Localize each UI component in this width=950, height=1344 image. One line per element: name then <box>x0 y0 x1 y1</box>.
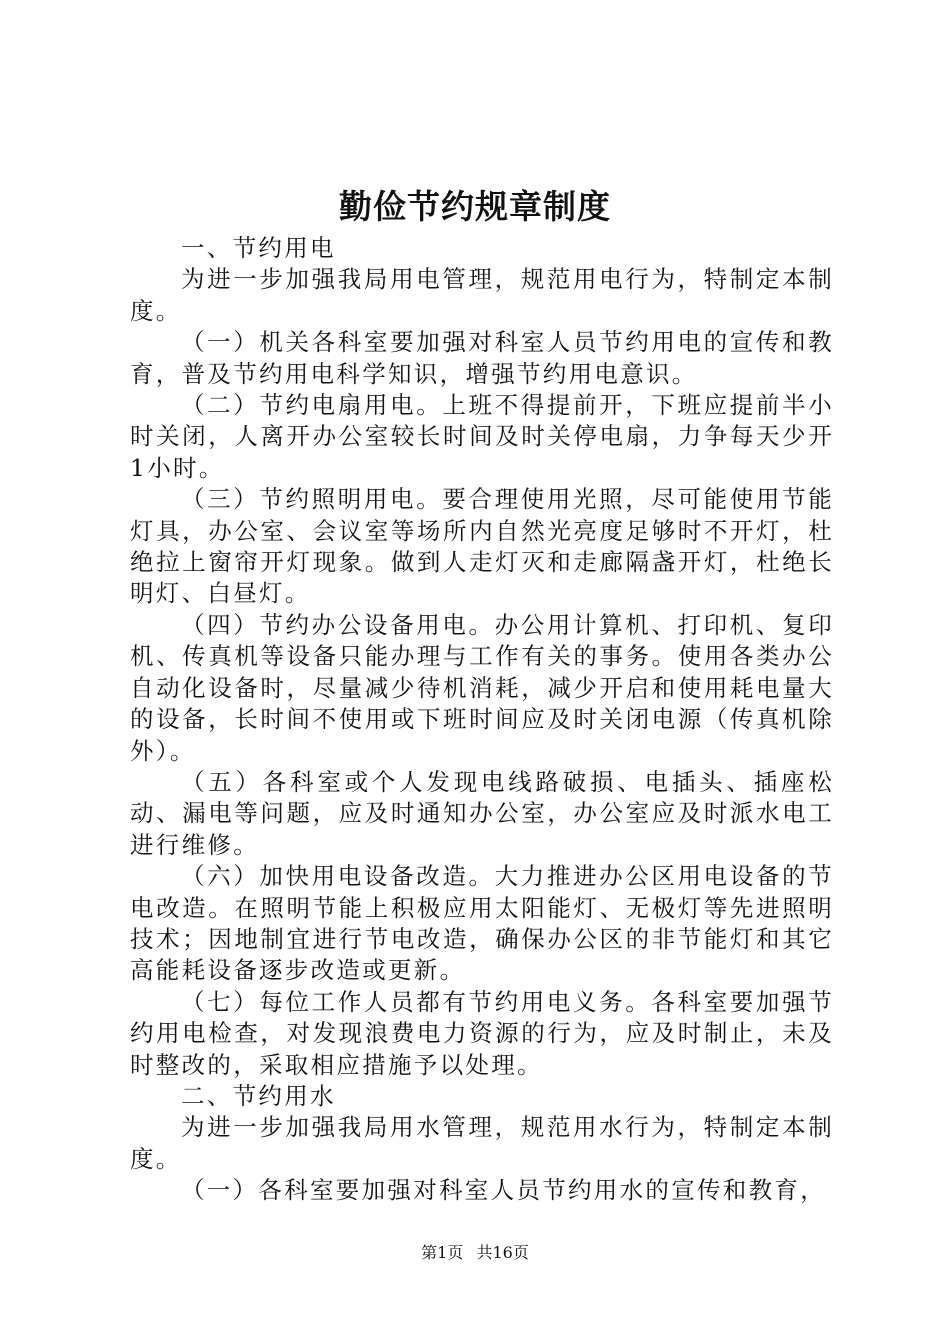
page-number: 第1页 <box>421 1243 464 1262</box>
page-footer <box>0 1242 950 1264</box>
paragraph-water-intro: 为进一步加强我局用水管理，规范用水行为，特制定本制度。 <box>130 1113 834 1173</box>
paragraph-electricity-item-7: （七）每位工作人员都有节约用电义务。各科室要加强节约用电检查，对发现浪费电力资源的行为，应及时制止，未及时整改的，采取相应措施予以处理。 <box>130 987 834 1079</box>
page-total: 共16页 <box>476 1243 529 1262</box>
paragraph-electricity-item-5: （五）各科室或个人发现电线路破损、电插头、插座松动、漏电等问题，应及时通知办公室，办公室应及时派水电工进行维修。 <box>130 767 834 859</box>
paragraph-electricity-intro: 为进一步加强我局用电管理，规范用电行为，特制定本制度。 <box>130 265 834 325</box>
document-title: 勤俭节约规章制度 <box>339 187 611 226</box>
document-body <box>130 233 834 1207</box>
paragraph-electricity-item-4: （四）节约办公设备用电。办公用计算机、打印机、复印机、传真机等设备只能办理与工作有关的事务。使用各类办公自动化设备时，尽量减少待机消耗，减少开启和使用耗电量大的设备，长时间不使用或下班时间应及时关闭电源（传真机除外）。 <box>130 610 834 765</box>
paragraph-electricity-item-3: （三）节约照明用电。要合理使用光照，尽可能使用节能灯具，办公室、会议室等场所内自然光亮度足够时不开灯，杜绝拉上窗帘开灯现象。做到人走灯灭和走廊隔盏开灯，杜绝长明灯、白昼灯。 <box>130 485 834 608</box>
section-heading-water: 二、节约用水 <box>181 1081 336 1110</box>
paragraph-electricity-item-1: （一）机关各科室要加强对科室人员节约用电的宣传和教育，普及节约用电科学知识，增强节约用电意识。 <box>130 328 834 388</box>
paragraph-electricity-item-2: （二）节约电扇用电。上班不得提前开，下班应提前半小时关闭，人离开办公室较长时间及时关停电扇，力争每天少开1小时。 <box>130 391 834 482</box>
paragraph-electricity-item-6: （六）加快用电设备改造。大力推进办公区用电设备的节电改造。在照明节能上积极应用太阳能灯、无极灯等先进照明技术；因地制宜进行节电改造，确保办公区的非节能灯和其它高能耗设备逐步改造或更新。 <box>130 862 834 985</box>
section-heading-electricity: 一、节约用电 <box>181 234 336 262</box>
paragraph-water-item-1: （一）各科室要加强对科室人员节约用水的宣传和教育， <box>181 1176 826 1205</box>
